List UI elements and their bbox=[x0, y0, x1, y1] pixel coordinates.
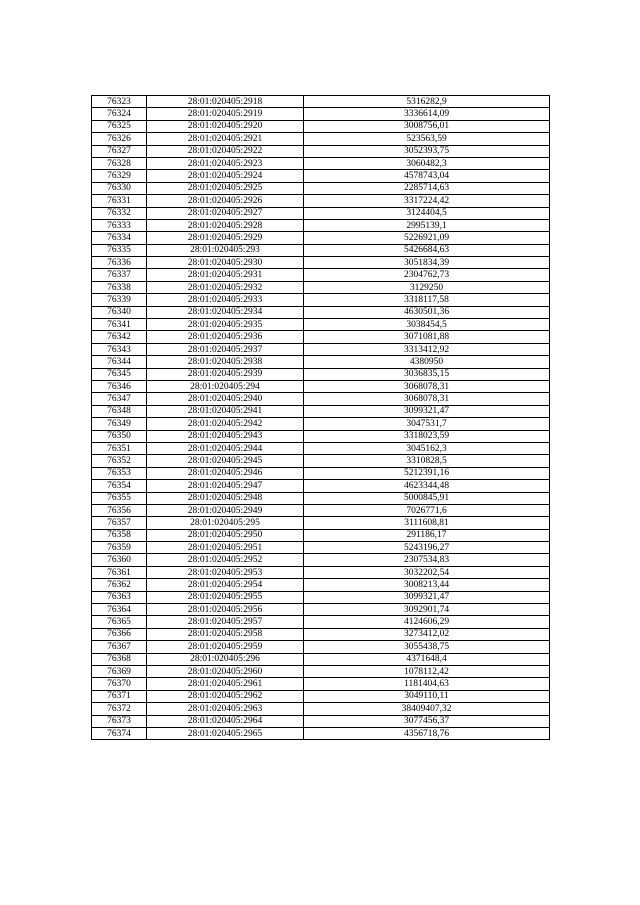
table-row bbox=[92, 715, 550, 727]
cadastral-number-cell: 28:01:020405:2965 bbox=[147, 727, 304, 739]
cadastral-number-cell: 28:01:020405:2934 bbox=[147, 306, 304, 318]
cadastral-value-cell: 38409407,32 bbox=[304, 703, 550, 715]
cadastral-value-cell: 5426684,63 bbox=[304, 244, 550, 256]
cadastral-value-cell: 3068078,31 bbox=[304, 393, 550, 405]
cadastral-number-cell: 28:01:020405:2918 bbox=[147, 96, 304, 108]
table-row bbox=[92, 566, 550, 578]
table-row bbox=[92, 653, 550, 665]
table-row bbox=[92, 703, 550, 715]
cadastral-value-cell: 3092901,74 bbox=[304, 604, 550, 616]
table-row bbox=[92, 219, 550, 231]
cadastral-value-cell: 3071081,88 bbox=[304, 331, 550, 343]
cadastral-number-cell: 28:01:020405:2960 bbox=[147, 665, 304, 677]
row-number-cell: 76340 bbox=[92, 306, 147, 318]
row-number-cell: 76328 bbox=[92, 157, 147, 169]
row-number-cell: 76350 bbox=[92, 430, 147, 442]
row-number-cell: 76347 bbox=[92, 393, 147, 405]
row-number-cell: 76360 bbox=[92, 554, 147, 566]
table-row bbox=[92, 108, 550, 120]
row-number-cell: 76370 bbox=[92, 678, 147, 690]
cadastral-value-cell: 523563,59 bbox=[304, 133, 550, 145]
row-number-cell: 76331 bbox=[92, 195, 147, 207]
cadastral-value-cell: 3060482,3 bbox=[304, 157, 550, 169]
table-row bbox=[92, 133, 550, 145]
row-number-cell: 76323 bbox=[92, 96, 147, 108]
cadastral-number-cell: 28:01:020405:2956 bbox=[147, 604, 304, 616]
row-number-cell: 76358 bbox=[92, 529, 147, 541]
row-number-cell: 76339 bbox=[92, 294, 147, 306]
cadastral-value-cell: 5316282,9 bbox=[304, 96, 550, 108]
cadastral-value-cell: 4124606,29 bbox=[304, 616, 550, 628]
table-row bbox=[92, 405, 550, 417]
cadastral-value-cell: 4630501,36 bbox=[304, 306, 550, 318]
table-row bbox=[92, 182, 550, 194]
table-row bbox=[92, 616, 550, 628]
cadastral-number-cell: 28:01:020405:2929 bbox=[147, 232, 304, 244]
table-row bbox=[92, 504, 550, 516]
row-number-cell: 76369 bbox=[92, 665, 147, 677]
row-number-cell: 76362 bbox=[92, 579, 147, 591]
cadastral-value-cell: 3045162,3 bbox=[304, 442, 550, 454]
cadastral-number-cell: 28:01:020405:293 bbox=[147, 244, 304, 256]
row-number-cell: 76326 bbox=[92, 133, 147, 145]
cadastral-value-cell: 3038454,5 bbox=[304, 319, 550, 331]
table-row bbox=[92, 195, 550, 207]
row-number-cell: 76345 bbox=[92, 368, 147, 380]
cadastral-value-table bbox=[91, 95, 550, 740]
cadastral-value-cell: 3099321,47 bbox=[304, 405, 550, 417]
table-row bbox=[92, 281, 550, 293]
cadastral-value-cell: 7026771,6 bbox=[304, 504, 550, 516]
cadastral-value-cell: 3051834,39 bbox=[304, 257, 550, 269]
row-number-cell: 76359 bbox=[92, 542, 147, 554]
cadastral-value-cell: 3273412,02 bbox=[304, 628, 550, 640]
cadastral-value-cell: 3055438,75 bbox=[304, 641, 550, 653]
cadastral-value-cell: 3336614,09 bbox=[304, 108, 550, 120]
row-number-cell: 76363 bbox=[92, 591, 147, 603]
cadastral-value-cell: 2307534,83 bbox=[304, 554, 550, 566]
cadastral-number-cell: 28:01:020405:2943 bbox=[147, 430, 304, 442]
cadastral-number-cell: 28:01:020405:2964 bbox=[147, 715, 304, 727]
cadastral-number-cell: 28:01:020405:2920 bbox=[147, 120, 304, 132]
cadastral-value-cell: 3318117,58 bbox=[304, 294, 550, 306]
row-number-cell: 76334 bbox=[92, 232, 147, 244]
cadastral-number-cell: 28:01:020405:2932 bbox=[147, 281, 304, 293]
cadastral-value-cell: 3052393,75 bbox=[304, 145, 550, 157]
cadastral-value-cell: 3068078,31 bbox=[304, 380, 550, 392]
cadastral-value-cell: 5000845,91 bbox=[304, 492, 550, 504]
table-row bbox=[92, 393, 550, 405]
row-number-cell: 76361 bbox=[92, 566, 147, 578]
row-number-cell: 76354 bbox=[92, 480, 147, 492]
table-row bbox=[92, 492, 550, 504]
cadastral-value-cell: 3313412,92 bbox=[304, 343, 550, 355]
cadastral-number-cell: 28:01:020405:2923 bbox=[147, 157, 304, 169]
row-number-cell: 76335 bbox=[92, 244, 147, 256]
table-row bbox=[92, 579, 550, 591]
table-row bbox=[92, 207, 550, 219]
cadastral-number-cell: 28:01:020405:2957 bbox=[147, 616, 304, 628]
table-row bbox=[92, 430, 550, 442]
cadastral-value-cell: 3047531,7 bbox=[304, 418, 550, 430]
row-number-cell: 76349 bbox=[92, 418, 147, 430]
cadastral-number-cell: 28:01:020405:2924 bbox=[147, 170, 304, 182]
cadastral-value-cell: 5226921,09 bbox=[304, 232, 550, 244]
row-number-cell: 76338 bbox=[92, 281, 147, 293]
table-row bbox=[92, 517, 550, 529]
cadastral-value-cell: 1078112,42 bbox=[304, 665, 550, 677]
row-number-cell: 76366 bbox=[92, 628, 147, 640]
table-row bbox=[92, 554, 550, 566]
table-row bbox=[92, 690, 550, 702]
table-row bbox=[92, 343, 550, 355]
cadastral-number-cell: 28:01:020405:2922 bbox=[147, 145, 304, 157]
cadastral-number-cell: 28:01:020405:2939 bbox=[147, 368, 304, 380]
row-number-cell: 76348 bbox=[92, 405, 147, 417]
cadastral-number-cell: 28:01:020405:2963 bbox=[147, 703, 304, 715]
row-number-cell: 76372 bbox=[92, 703, 147, 715]
cadastral-number-cell: 28:01:020405:295 bbox=[147, 517, 304, 529]
cadastral-number-cell: 28:01:020405:2926 bbox=[147, 195, 304, 207]
row-number-cell: 76329 bbox=[92, 170, 147, 182]
cadastral-value-cell: 3032202,54 bbox=[304, 566, 550, 578]
table-row bbox=[92, 257, 550, 269]
cadastral-value-cell: 3318023,59 bbox=[304, 430, 550, 442]
row-number-cell: 76364 bbox=[92, 604, 147, 616]
table-row bbox=[92, 294, 550, 306]
row-number-cell: 76336 bbox=[92, 257, 147, 269]
cadastral-number-cell: 28:01:020405:2930 bbox=[147, 257, 304, 269]
cadastral-value-cell: 4623344,48 bbox=[304, 480, 550, 492]
table-row bbox=[92, 170, 550, 182]
table-row bbox=[92, 604, 550, 616]
table-row bbox=[92, 665, 550, 677]
table-row bbox=[92, 542, 550, 554]
cadastral-number-cell: 28:01:020405:2954 bbox=[147, 579, 304, 591]
row-number-cell: 76371 bbox=[92, 690, 147, 702]
cadastral-number-cell: 28:01:020405:2927 bbox=[147, 207, 304, 219]
cadastral-number-cell: 28:01:020405:2946 bbox=[147, 467, 304, 479]
row-number-cell: 76353 bbox=[92, 467, 147, 479]
table-row bbox=[92, 244, 550, 256]
cadastral-value-cell: 3099321,47 bbox=[304, 591, 550, 603]
table-row bbox=[92, 480, 550, 492]
table-row bbox=[92, 96, 550, 108]
cadastral-number-cell: 28:01:020405:2951 bbox=[147, 542, 304, 554]
row-number-cell: 76330 bbox=[92, 182, 147, 194]
table-body bbox=[92, 96, 550, 740]
row-number-cell: 76368 bbox=[92, 653, 147, 665]
row-number-cell: 76341 bbox=[92, 319, 147, 331]
row-number-cell: 76324 bbox=[92, 108, 147, 120]
row-number-cell: 76356 bbox=[92, 504, 147, 516]
table-row bbox=[92, 442, 550, 454]
table-row bbox=[92, 380, 550, 392]
cadastral-number-cell: 28:01:020405:2938 bbox=[147, 356, 304, 368]
cadastral-value-cell: 2304762,73 bbox=[304, 269, 550, 281]
cadastral-number-cell: 28:01:020405:2925 bbox=[147, 182, 304, 194]
row-number-cell: 76325 bbox=[92, 120, 147, 132]
cadastral-number-cell: 28:01:020405:2953 bbox=[147, 566, 304, 578]
row-number-cell: 76352 bbox=[92, 455, 147, 467]
cadastral-number-cell: 28:01:020405:2945 bbox=[147, 455, 304, 467]
row-number-cell: 76333 bbox=[92, 219, 147, 231]
table-row bbox=[92, 591, 550, 603]
cadastral-value-cell: 4380950 bbox=[304, 356, 550, 368]
cadastral-number-cell: 28:01:020405:2935 bbox=[147, 319, 304, 331]
cadastral-value-cell: 3036835,15 bbox=[304, 368, 550, 380]
table-row bbox=[92, 157, 550, 169]
cadastral-number-cell: 28:01:020405:2919 bbox=[147, 108, 304, 120]
cadastral-number-cell: 28:01:020405:2940 bbox=[147, 393, 304, 405]
cadastral-number-cell: 28:01:020405:294 bbox=[147, 380, 304, 392]
cadastral-value-cell: 2285714,63 bbox=[304, 182, 550, 194]
cadastral-number-cell: 28:01:020405:2933 bbox=[147, 294, 304, 306]
cadastral-value-cell: 291186,17 bbox=[304, 529, 550, 541]
row-number-cell: 76365 bbox=[92, 616, 147, 628]
table-row bbox=[92, 319, 550, 331]
table-row bbox=[92, 368, 550, 380]
table-row bbox=[92, 418, 550, 430]
cadastral-number-cell: 28:01:020405:2959 bbox=[147, 641, 304, 653]
table-row bbox=[92, 356, 550, 368]
row-number-cell: 76355 bbox=[92, 492, 147, 504]
cadastral-number-cell: 28:01:020405:2937 bbox=[147, 343, 304, 355]
cadastral-number-cell: 28:01:020405:2961 bbox=[147, 678, 304, 690]
cadastral-value-cell: 5212391,16 bbox=[304, 467, 550, 479]
cadastral-number-cell: 28:01:020405:2962 bbox=[147, 690, 304, 702]
cadastral-value-cell: 4578743,04 bbox=[304, 170, 550, 182]
row-number-cell: 76357 bbox=[92, 517, 147, 529]
cadastral-number-cell: 28:01:020405:2936 bbox=[147, 331, 304, 343]
table-row bbox=[92, 120, 550, 132]
row-number-cell: 76346 bbox=[92, 380, 147, 392]
cadastral-value-cell: 3310828,5 bbox=[304, 455, 550, 467]
row-number-cell: 76367 bbox=[92, 641, 147, 653]
cadastral-value-cell: 3111608,81 bbox=[304, 517, 550, 529]
cadastral-value-cell: 3008213,44 bbox=[304, 579, 550, 591]
table-row bbox=[92, 467, 550, 479]
table-row bbox=[92, 306, 550, 318]
row-number-cell: 76327 bbox=[92, 145, 147, 157]
cadastral-number-cell: 28:01:020405:2944 bbox=[147, 442, 304, 454]
cadastral-value-cell: 3049110,11 bbox=[304, 690, 550, 702]
row-number-cell: 76342 bbox=[92, 331, 147, 343]
cadastral-number-cell: 28:01:020405:2947 bbox=[147, 480, 304, 492]
cadastral-number-cell: 28:01:020405:2921 bbox=[147, 133, 304, 145]
cadastral-value-cell: 3317224,42 bbox=[304, 195, 550, 207]
row-number-cell: 76337 bbox=[92, 269, 147, 281]
row-number-cell: 76344 bbox=[92, 356, 147, 368]
cadastral-value-cell: 2995139,1 bbox=[304, 219, 550, 231]
row-number-cell: 76373 bbox=[92, 715, 147, 727]
cadastral-number-cell: 28:01:020405:2931 bbox=[147, 269, 304, 281]
row-number-cell: 76343 bbox=[92, 343, 147, 355]
table-row bbox=[92, 628, 550, 640]
cadastral-value-cell: 3129250 bbox=[304, 281, 550, 293]
table-row bbox=[92, 232, 550, 244]
cadastral-value-cell: 4371648,4 bbox=[304, 653, 550, 665]
cadastral-value-cell: 3008756,01 bbox=[304, 120, 550, 132]
cadastral-value-cell: 3077456,37 bbox=[304, 715, 550, 727]
row-number-cell: 76332 bbox=[92, 207, 147, 219]
cadastral-number-cell: 28:01:020405:2941 bbox=[147, 405, 304, 417]
table-row bbox=[92, 727, 550, 739]
table-row bbox=[92, 678, 550, 690]
cadastral-value-cell: 1181404,63 bbox=[304, 678, 550, 690]
table-row bbox=[92, 455, 550, 467]
cadastral-number-cell: 28:01:020405:2950 bbox=[147, 529, 304, 541]
cadastral-number-cell: 28:01:020405:2949 bbox=[147, 504, 304, 516]
cadastral-number-cell: 28:01:020405:2928 bbox=[147, 219, 304, 231]
row-number-cell: 76374 bbox=[92, 727, 147, 739]
cadastral-number-cell: 28:01:020405:296 bbox=[147, 653, 304, 665]
table-row bbox=[92, 641, 550, 653]
table-row bbox=[92, 331, 550, 343]
cadastral-number-cell: 28:01:020405:2948 bbox=[147, 492, 304, 504]
cadastral-value-cell: 5243196,27 bbox=[304, 542, 550, 554]
table-row bbox=[92, 269, 550, 281]
cadastral-value-cell: 3124404,5 bbox=[304, 207, 550, 219]
cadastral-value-cell: 4356718,76 bbox=[304, 727, 550, 739]
row-number-cell: 76351 bbox=[92, 442, 147, 454]
cadastral-number-cell: 28:01:020405:2942 bbox=[147, 418, 304, 430]
table-row bbox=[92, 529, 550, 541]
cadastral-number-cell: 28:01:020405:2955 bbox=[147, 591, 304, 603]
cadastral-number-cell: 28:01:020405:2952 bbox=[147, 554, 304, 566]
cadastral-number-cell: 28:01:020405:2958 bbox=[147, 628, 304, 640]
table-row bbox=[92, 145, 550, 157]
